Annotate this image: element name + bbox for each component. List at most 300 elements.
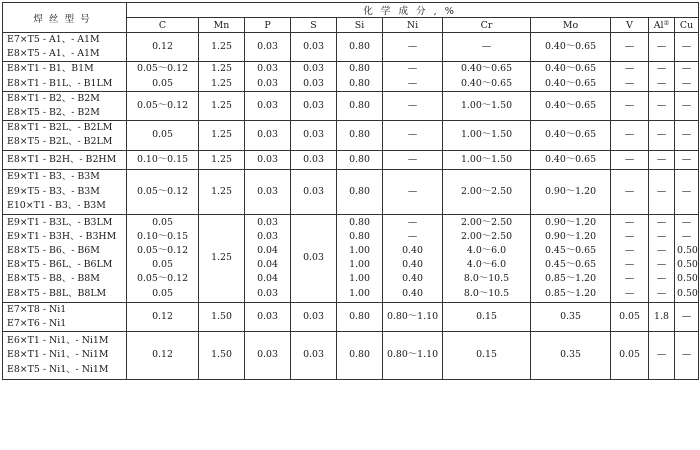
value-cell-ni bbox=[383, 332, 443, 380]
column-header-label: V bbox=[626, 19, 633, 31]
value-cell-si bbox=[337, 121, 383, 150]
composition-value: 0.10～0.15 bbox=[136, 153, 189, 165]
composition-value: — bbox=[656, 185, 667, 197]
model-cell bbox=[3, 214, 127, 302]
value-cell-al bbox=[649, 302, 675, 331]
footnote-marker: ② bbox=[663, 18, 670, 27]
model-designation: E8×T5 - A1、- A1M bbox=[7, 48, 100, 60]
value-cell-al bbox=[649, 91, 675, 120]
value-cell-mo bbox=[531, 302, 611, 331]
composition-value: 0.05 bbox=[152, 216, 173, 228]
composition-value: 0.03 bbox=[257, 185, 278, 197]
composition-value: 1.8 bbox=[654, 310, 669, 322]
composition-value: 0.80 bbox=[349, 41, 370, 53]
value-cell-c bbox=[127, 169, 199, 214]
value-cell-c bbox=[127, 121, 199, 150]
value-cell-cr bbox=[443, 33, 531, 62]
composition-value: — bbox=[624, 153, 635, 165]
value-cell-cr bbox=[443, 169, 531, 214]
column-header-label: Cu bbox=[679, 19, 694, 31]
composition-value: — bbox=[681, 63, 692, 75]
composition-value: 0.05 bbox=[152, 259, 173, 271]
composition-value: 2.00～2.50 bbox=[460, 185, 513, 197]
value-cell-cu bbox=[675, 62, 699, 91]
composition-value: 0.05 bbox=[619, 349, 640, 361]
composition-value: 0.40～0.65 bbox=[544, 77, 597, 89]
value-cell-ni bbox=[383, 169, 443, 214]
column-header-label: Ni bbox=[406, 19, 419, 31]
column-header-si bbox=[337, 18, 383, 33]
value-cell-mn bbox=[199, 169, 245, 214]
composition-value: 0.35 bbox=[560, 310, 581, 322]
composition-value: 0.05～0.12 bbox=[136, 63, 189, 75]
model-designation: E8×T1 - B2H、- B2HM bbox=[7, 153, 117, 165]
composition-value: — bbox=[656, 287, 667, 299]
composition-value: — bbox=[407, 63, 418, 75]
composition-value: — bbox=[656, 230, 667, 242]
composition-value: 0.80 bbox=[349, 129, 370, 141]
composition-value: 0.80～1.10 bbox=[386, 310, 439, 322]
value-cell-cu bbox=[675, 169, 699, 214]
composition-value: 0.03 bbox=[257, 63, 278, 75]
composition-value: 0.15 bbox=[476, 349, 497, 361]
composition-value: — bbox=[624, 77, 635, 89]
composition-value: 1.25 bbox=[211, 252, 232, 264]
model-designation: E8×T5 - B2L、- B2LM bbox=[7, 136, 113, 148]
value-cell-s bbox=[291, 33, 337, 62]
composition-value: — bbox=[624, 63, 635, 75]
composition-value: 0.40 bbox=[402, 287, 423, 299]
composition-value: 0.12 bbox=[152, 310, 173, 322]
value-cell-ni bbox=[383, 214, 443, 302]
value-cell-si bbox=[337, 169, 383, 214]
model-cell bbox=[3, 33, 127, 62]
composition-value: 0.05～0.12 bbox=[136, 99, 189, 111]
composition-value: 0.03 bbox=[257, 77, 278, 89]
composition-value: 1.00 bbox=[349, 244, 370, 256]
column-header-p bbox=[245, 18, 291, 33]
composition-value: — bbox=[407, 41, 418, 53]
value-cell-v bbox=[611, 302, 649, 331]
composition-value: — bbox=[656, 259, 667, 271]
composition-value: 0.05 bbox=[619, 310, 640, 322]
column-header-cu bbox=[675, 18, 699, 33]
value-cell-si bbox=[337, 91, 383, 120]
composition-value: 0.40～0.65 bbox=[544, 99, 597, 111]
composition-value: — bbox=[624, 129, 635, 141]
table-row bbox=[3, 214, 699, 302]
model-designation: E8×T5 - Ni1、- Ni1M bbox=[7, 363, 109, 375]
value-cell-al bbox=[649, 169, 675, 214]
model-designation: E8×T1 - B2、- B2M bbox=[7, 92, 100, 104]
value-cell-cr bbox=[443, 150, 531, 169]
composition-value: 0.03 bbox=[303, 63, 324, 75]
composition-value: — bbox=[624, 185, 635, 197]
value-cell-si bbox=[337, 62, 383, 91]
composition-value: 0.80 bbox=[349, 77, 370, 89]
composition-value: — bbox=[624, 99, 635, 111]
composition-value: 0.40 bbox=[402, 244, 423, 256]
composition-value: — bbox=[624, 259, 635, 271]
model-designation: E10×T1 - B3、- B3M bbox=[7, 199, 106, 211]
value-cell-s bbox=[291, 302, 337, 331]
value-cell-v bbox=[611, 121, 649, 150]
column-header-label: Al bbox=[653, 19, 664, 31]
composition-value: — bbox=[624, 41, 635, 53]
model-designation: E6×T1 - Ni1、- Ni1M bbox=[7, 335, 109, 347]
model-designation: E9×T1 - B3、- B3M bbox=[7, 171, 100, 183]
composition-value: 0.40～0.65 bbox=[460, 77, 513, 89]
composition-value: 1.25 bbox=[211, 153, 232, 165]
composition-value: — bbox=[681, 216, 692, 228]
column-header-al bbox=[649, 18, 675, 33]
value-cell-mo bbox=[531, 91, 611, 120]
composition-value: 0.50 bbox=[677, 259, 698, 271]
composition-value: 0.04 bbox=[257, 244, 278, 256]
composition-value: 0.50 bbox=[677, 244, 698, 256]
value-cell-c bbox=[127, 302, 199, 331]
composition-value: 0.03 bbox=[303, 252, 324, 264]
composition-value: — bbox=[656, 216, 667, 228]
value-cell-v bbox=[611, 62, 649, 91]
composition-value: — bbox=[624, 287, 635, 299]
composition-value: 0.45～0.65 bbox=[544, 259, 597, 271]
table-row bbox=[3, 121, 699, 150]
value-cell-si bbox=[337, 302, 383, 331]
column-header-s bbox=[291, 18, 337, 33]
value-cell-s bbox=[291, 150, 337, 169]
composition-value: 0.03 bbox=[257, 129, 278, 141]
column-header-mo bbox=[531, 18, 611, 33]
model-designation: E8×T1 - B1L、- B1LM bbox=[7, 77, 113, 89]
value-cell-cr bbox=[443, 302, 531, 331]
value-cell-al bbox=[649, 121, 675, 150]
model-designation: E8×T5 - B8、- B8M bbox=[7, 273, 100, 285]
value-cell-al bbox=[649, 150, 675, 169]
value-cell-mn bbox=[199, 121, 245, 150]
composition-value: 1.25 bbox=[211, 41, 232, 53]
value-cell-mo bbox=[531, 62, 611, 91]
composition-value: 0.03 bbox=[303, 129, 324, 141]
composition-value: — bbox=[407, 77, 418, 89]
value-cell-mn bbox=[199, 91, 245, 120]
composition-value: 0.90～1.20 bbox=[544, 216, 597, 228]
composition-value: 1.00 bbox=[349, 273, 370, 285]
value-cell-p bbox=[245, 91, 291, 120]
composition-value: — bbox=[656, 273, 667, 285]
composition-value: 4.0～6.0 bbox=[466, 244, 507, 256]
composition-value: 0.03 bbox=[257, 41, 278, 53]
composition-value: 0.40 bbox=[402, 259, 423, 271]
composition-value: — bbox=[681, 185, 692, 197]
composition-value: 1.25 bbox=[211, 99, 232, 111]
value-cell-si bbox=[337, 150, 383, 169]
composition-value: — bbox=[656, 129, 667, 141]
composition-value: 0.35 bbox=[560, 349, 581, 361]
model-cell bbox=[3, 169, 127, 214]
composition-value: — bbox=[407, 185, 418, 197]
model-cell bbox=[3, 302, 127, 331]
composition-value: 0.03 bbox=[303, 185, 324, 197]
composition-value: — bbox=[656, 77, 667, 89]
composition-value: 2.00～2.50 bbox=[460, 230, 513, 242]
model-cell bbox=[3, 332, 127, 380]
composition-value: — bbox=[624, 230, 635, 242]
value-cell-v bbox=[611, 214, 649, 302]
value-cell-al bbox=[649, 214, 675, 302]
value-cell-ni bbox=[383, 150, 443, 169]
value-cell-c bbox=[127, 33, 199, 62]
value-cell-mn bbox=[199, 150, 245, 169]
column-header-ni bbox=[383, 18, 443, 33]
composition-value: 0.40 bbox=[402, 273, 423, 285]
composition-value: 0.03 bbox=[303, 349, 324, 361]
value-cell-p bbox=[245, 150, 291, 169]
model-designation: E9×T1 - B3L、- B3LM bbox=[7, 216, 113, 228]
table-row bbox=[3, 332, 699, 380]
composition-value: 0.03 bbox=[257, 230, 278, 242]
composition-value: 0.40～0.65 bbox=[544, 153, 597, 165]
value-cell-v bbox=[611, 150, 649, 169]
composition-value: 0.90～1.20 bbox=[544, 185, 597, 197]
composition-value: 4.0～6.0 bbox=[466, 259, 507, 271]
value-cell-s bbox=[291, 91, 337, 120]
composition-value: — bbox=[656, 99, 667, 111]
composition-value: 0.85～1.20 bbox=[544, 287, 597, 299]
value-cell-cr bbox=[443, 91, 531, 120]
composition-value: 0.03 bbox=[257, 153, 278, 165]
value-cell-cu bbox=[675, 91, 699, 120]
composition-value: 0.03 bbox=[257, 310, 278, 322]
value-cell-c bbox=[127, 214, 199, 302]
column-header-label: C bbox=[158, 19, 167, 31]
value-cell-al bbox=[649, 33, 675, 62]
composition-value: 0.50 bbox=[677, 273, 698, 285]
value-cell-cr bbox=[443, 121, 531, 150]
composition-value: 0.05 bbox=[152, 287, 173, 299]
composition-value: 0.45～0.65 bbox=[544, 244, 597, 256]
model-designation: E8×T1 - Ni1、- Ni1M bbox=[7, 349, 109, 361]
composition-value: 2.00～2.50 bbox=[460, 216, 513, 228]
composition-value: — bbox=[407, 129, 418, 141]
model-designation: E7×T8 - Ni1 bbox=[7, 303, 67, 315]
column-header-label: P bbox=[264, 19, 271, 31]
column-header-label: Mn bbox=[213, 19, 230, 31]
composition-value: — bbox=[407, 153, 418, 165]
composition-value: — bbox=[681, 310, 692, 322]
composition-value: 0.80 bbox=[349, 230, 370, 242]
composition-value: 0.03 bbox=[257, 216, 278, 228]
value-cell-s bbox=[291, 62, 337, 91]
composition-value: 1.50 bbox=[211, 310, 232, 322]
composition-value: 0.03 bbox=[303, 41, 324, 53]
value-cell-si bbox=[337, 33, 383, 62]
value-cell-mo bbox=[531, 169, 611, 214]
composition-value: — bbox=[481, 41, 492, 53]
composition-value: 0.05～0.12 bbox=[136, 185, 189, 197]
composition-value: 0.05～0.12 bbox=[136, 273, 189, 285]
composition-value: 1.00 bbox=[349, 259, 370, 271]
value-cell-p bbox=[245, 33, 291, 62]
model-designation: E7×T5 - A1、- A1M bbox=[7, 34, 100, 45]
model-designation: E9×T1 - B3H、- B3HM bbox=[7, 230, 117, 242]
column-header-label: Mo bbox=[562, 19, 579, 31]
composition-value: 0.80 bbox=[349, 99, 370, 111]
value-cell-cu bbox=[675, 150, 699, 169]
composition-value: 0.80 bbox=[349, 310, 370, 322]
composition-value: — bbox=[407, 216, 418, 228]
model-designation: E8×T5 - B6、- B6M bbox=[7, 244, 100, 256]
composition-value: 0.05 bbox=[152, 129, 173, 141]
value-cell-v bbox=[611, 169, 649, 214]
composition-value: 1.25 bbox=[211, 185, 232, 197]
composition-value: 0.03 bbox=[303, 153, 324, 165]
value-cell-cr bbox=[443, 332, 531, 380]
value-cell-s bbox=[291, 169, 337, 214]
composition-value: — bbox=[656, 41, 667, 53]
value-cell-p bbox=[245, 62, 291, 91]
composition-value: — bbox=[656, 63, 667, 75]
composition-value: — bbox=[681, 41, 692, 53]
value-cell-ni bbox=[383, 302, 443, 331]
composition-value: 0.04 bbox=[257, 259, 278, 271]
model-designation: E8×T1 - B2L、- B2LM bbox=[7, 122, 113, 134]
value-cell-ni bbox=[383, 91, 443, 120]
value-cell-mn bbox=[199, 214, 245, 302]
composition-value: — bbox=[656, 349, 667, 361]
composition-value: — bbox=[681, 349, 692, 361]
model-cell bbox=[3, 62, 127, 91]
composition-value: 0.03 bbox=[257, 99, 278, 111]
composition-value: 0.10～0.15 bbox=[136, 230, 189, 242]
composition-value: — bbox=[624, 216, 635, 228]
value-cell-mn bbox=[199, 332, 245, 380]
value-cell-mo bbox=[531, 150, 611, 169]
model-designation: E8×T5 - B6L、- B6LM bbox=[7, 259, 113, 271]
composition-value: — bbox=[656, 153, 667, 165]
composition-value: 8.0～10.5 bbox=[463, 273, 510, 285]
table-row bbox=[3, 33, 699, 62]
column-header-v bbox=[611, 18, 649, 33]
value-cell-v bbox=[611, 33, 649, 62]
composition-value: — bbox=[681, 129, 692, 141]
value-cell-al bbox=[649, 332, 675, 380]
value-cell-cu bbox=[675, 332, 699, 380]
value-cell-p bbox=[245, 332, 291, 380]
composition-value: — bbox=[681, 153, 692, 165]
composition-value: 0.12 bbox=[152, 41, 173, 53]
value-cell-mo bbox=[531, 214, 611, 302]
composition-value: — bbox=[624, 273, 635, 285]
composition-value: 0.90～1.20 bbox=[544, 230, 597, 242]
composition-value: — bbox=[624, 244, 635, 256]
value-cell-p bbox=[245, 169, 291, 214]
model-designation: E8×T5 - B8L、B8LM bbox=[7, 287, 107, 299]
value-cell-cr bbox=[443, 62, 531, 91]
composition-value: 0.80 bbox=[349, 216, 370, 228]
composition-value: 0.80 bbox=[349, 153, 370, 165]
composition-value: 0.40～0.65 bbox=[460, 63, 513, 75]
model-header: 焊丝型号 bbox=[3, 3, 127, 33]
value-cell-v bbox=[611, 332, 649, 380]
composition-value: 8.0～10.5 bbox=[463, 287, 510, 299]
model-cell bbox=[3, 91, 127, 120]
column-header-label: Cr bbox=[480, 19, 493, 31]
value-cell-si bbox=[337, 332, 383, 380]
model-cell bbox=[3, 121, 127, 150]
composition-value: — bbox=[681, 99, 692, 111]
composition-value: 0.80 bbox=[349, 185, 370, 197]
value-cell-s bbox=[291, 214, 337, 302]
value-cell-s bbox=[291, 121, 337, 150]
value-cell-mn bbox=[199, 62, 245, 91]
value-cell-p bbox=[245, 121, 291, 150]
composition-value: — bbox=[407, 99, 418, 111]
value-cell-v bbox=[611, 91, 649, 120]
model-designation: E9×T5 - B3、- B3M bbox=[7, 185, 100, 197]
value-cell-p bbox=[245, 302, 291, 331]
value-cell-mo bbox=[531, 33, 611, 62]
composition-value: 0.03 bbox=[257, 349, 278, 361]
column-header-c bbox=[127, 18, 199, 33]
table-row bbox=[3, 62, 699, 91]
value-cell-c bbox=[127, 91, 199, 120]
value-cell-s bbox=[291, 332, 337, 380]
composition-value: 0.80 bbox=[349, 63, 370, 75]
value-cell-cr bbox=[443, 214, 531, 302]
composition-value: 0.12 bbox=[152, 349, 173, 361]
composition-value: 0.05 bbox=[152, 77, 173, 89]
composition-value: 0.03 bbox=[303, 99, 324, 111]
composition-value: 1.00～1.50 bbox=[460, 99, 513, 111]
value-cell-c bbox=[127, 62, 199, 91]
value-cell-si bbox=[337, 214, 383, 302]
value-cell-cu bbox=[675, 302, 699, 331]
value-cell-cu bbox=[675, 33, 699, 62]
composition-value: 1.25 bbox=[211, 63, 232, 75]
value-cell-cu bbox=[675, 121, 699, 150]
column-header-label: S bbox=[310, 19, 317, 31]
value-cell-mn bbox=[199, 33, 245, 62]
composition-value: 0.40～0.65 bbox=[544, 41, 597, 53]
table-row bbox=[3, 169, 699, 214]
composition-value: — bbox=[681, 230, 692, 242]
composition-value: 0.05～0.12 bbox=[136, 244, 189, 256]
composition-value: 0.85～1.20 bbox=[544, 273, 597, 285]
value-cell-mo bbox=[531, 332, 611, 380]
composition-value: 0.80 bbox=[349, 349, 370, 361]
composition-value: 0.03 bbox=[303, 77, 324, 89]
chemical-composition-table bbox=[2, 2, 699, 380]
composition-value: 1.25 bbox=[211, 77, 232, 89]
composition-value: 0.15 bbox=[476, 310, 497, 322]
value-cell-ni bbox=[383, 62, 443, 91]
composition-value: 1.00～1.50 bbox=[460, 129, 513, 141]
model-cell bbox=[3, 150, 127, 169]
composition-value: 0.03 bbox=[257, 287, 278, 299]
composition-value: — bbox=[407, 230, 418, 242]
composition-value: 1.25 bbox=[211, 129, 232, 141]
value-cell-ni bbox=[383, 121, 443, 150]
table-row bbox=[3, 91, 699, 120]
value-cell-mn bbox=[199, 302, 245, 331]
column-header-mn bbox=[199, 18, 245, 33]
value-cell-al bbox=[649, 62, 675, 91]
value-cell-c bbox=[127, 150, 199, 169]
composition-value: 1.00 bbox=[349, 287, 370, 299]
composition-value: 0.80～1.10 bbox=[386, 349, 439, 361]
column-header-cr bbox=[443, 18, 531, 33]
